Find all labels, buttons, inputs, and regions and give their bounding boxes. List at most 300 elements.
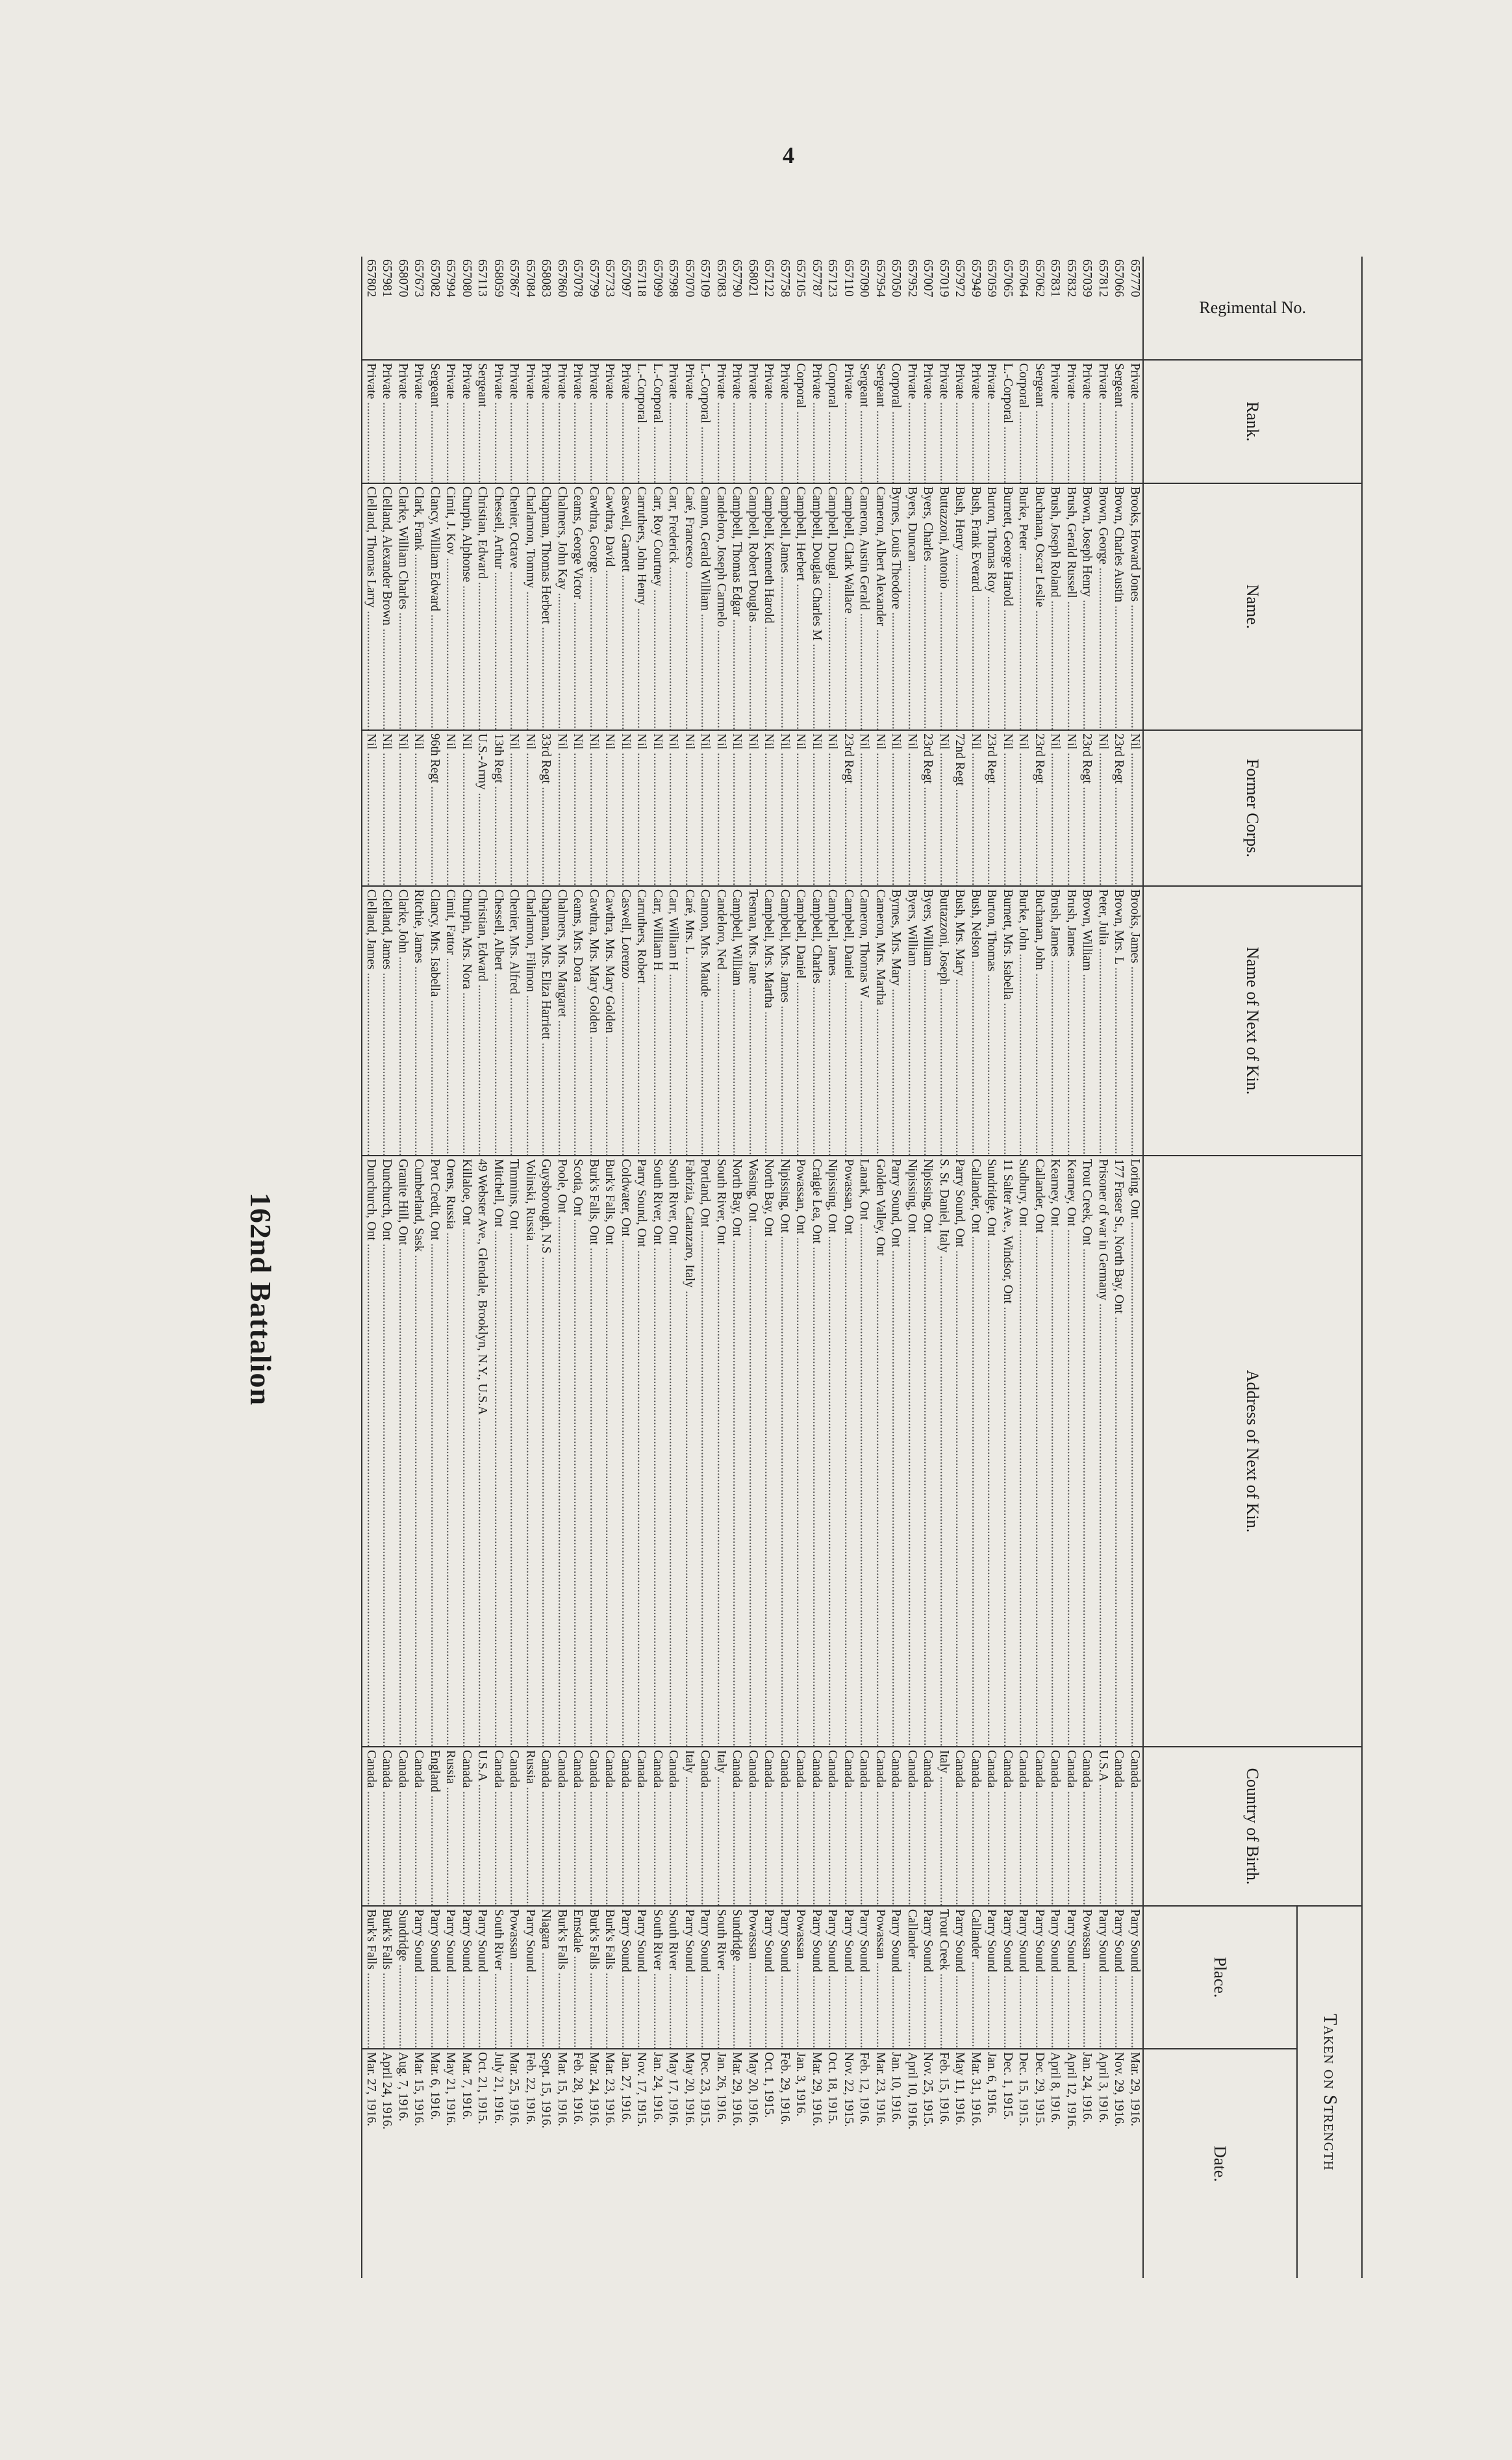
date-cell: Mar. 23, 1916. (874, 2052, 887, 2127)
date-cell: Mar. 7, 1916. (460, 2052, 473, 2120)
regimental-no-cell: 657799 (586, 257, 602, 361)
former-corps-cell: 96th Regt ..... (427, 731, 443, 887)
rank-cell: Private ..... (490, 361, 507, 484)
rank-cell: Private ..... (506, 361, 522, 484)
table-row (792, 257, 809, 2278)
date-cell: Mar. 23, 1916. (603, 2052, 617, 2127)
country-cell: Canada ..... (538, 1747, 554, 1907)
date-cell: Nov. 25, 1915. (921, 2052, 935, 2127)
name-cell: Buchanan, Oscar Leslie ..... (1031, 484, 1048, 731)
former-corps-cell: 72nd Regt ..... (951, 731, 968, 887)
address-cell: South River, Ont ..... (665, 1156, 681, 1747)
table-row (363, 257, 379, 2278)
former-corps-cell: Nil ..... (379, 731, 395, 887)
name-cell: Cawthra, David ..... (601, 484, 618, 731)
former-corps-cell: Nil ..... (888, 731, 904, 887)
table-row (809, 257, 825, 2278)
date-cell: Nov. 17, 1915. (635, 2052, 649, 2127)
rank-cell: Private ..... (1047, 361, 1063, 484)
rank-cell: Private ..... (920, 361, 936, 484)
rank-cell: Private ..... (745, 361, 761, 484)
next-of-kin-cell: Buchanan, John ..... (1031, 887, 1048, 1156)
rank-cell: Private ..... (983, 361, 1000, 484)
address-cell: Scotia, Ont ..... (570, 1156, 586, 1747)
name-cell: Campbell, Kenneth Harold ..... (761, 484, 777, 731)
table-row (474, 257, 490, 2278)
rank-cell: Private ..... (618, 361, 634, 484)
country-cell: Canada ..... (1079, 1747, 1095, 1907)
next-of-kin-cell: Buttazzoni, Joseph ..... (936, 887, 952, 1156)
next-of-kin-cell: Tesman, Mrs. Jane ..... (745, 887, 761, 1156)
country-cell: Canada ..... (792, 1747, 809, 1907)
name-cell: Candeloro, Joseph Carmelo ..... (713, 484, 729, 731)
address-cell: Parry Sound, Ont ..... (633, 1156, 649, 1747)
next-of-kin-cell: Burton, Thomas ..... (983, 887, 1000, 1156)
former-corps-cell: Nil ..... (681, 731, 698, 887)
regimental-no-cell: 657050 (888, 257, 904, 361)
regimental-no-cell: 657787 (809, 257, 825, 361)
country-cell: Canada ..... (363, 1747, 379, 1907)
date-cell: Jan. 26, 1916. (714, 2052, 728, 2123)
country-cell: Canada ..... (809, 1747, 825, 1907)
next-of-kin-cell: Campbell, Charles ..... (809, 887, 825, 1156)
table-row (1095, 257, 1111, 2278)
header-taken-on-strength: Taken on Strength (1296, 1907, 1361, 2278)
next-of-kin-cell: Byers, William ..... (920, 887, 936, 1156)
place-cell: Parry Sound ..... (1063, 1907, 1079, 2049)
former-corps-cell: Nil ..... (792, 731, 809, 887)
former-corps-cell: 13th Regt ..... (490, 731, 507, 887)
place-cell: Parry Sound ..... (824, 1907, 840, 2049)
name-cell: Chessell, Arthur ..... (490, 484, 507, 731)
country-cell: Canada ..... (379, 1747, 395, 1907)
former-corps-cell: Nil ..... (1000, 731, 1016, 887)
place-cell: Parry Sound ..... (427, 1907, 443, 2049)
country-cell: Italy ..... (936, 1747, 952, 1907)
address-cell: Craigie Lea, Ont ..... (809, 1156, 825, 1747)
date-cell: July 21, 1916. (492, 2052, 505, 2124)
rank-cell: Private ..... (363, 361, 379, 484)
country-cell: Canada ..... (983, 1747, 1000, 1907)
rank-cell: Private ..... (554, 361, 570, 484)
table-row (427, 257, 443, 2278)
next-of-kin-cell: Burke, John ..... (1015, 887, 1031, 1156)
table-row (490, 257, 507, 2278)
header-address: Address of Next of Kin. (1144, 1156, 1361, 1747)
date-cell: Feb. 28, 1916. (571, 2052, 585, 2125)
address-cell: Sudbury, Ont ..... (1015, 1156, 1031, 1747)
address-cell: Lanark, Ont ..... (856, 1156, 872, 1747)
name-cell: Chapman, Thomas Herbert ..... (538, 484, 554, 731)
country-cell: Canada ..... (1015, 1747, 1031, 1907)
date-cell: April 10, 1916. (905, 2052, 919, 2130)
date-cell: Mar. 31, 1916. (969, 2052, 983, 2127)
place-cell: Parry Sound ..... (1000, 1907, 1016, 2049)
address-cell: Dunchurch, Ont ..... (379, 1156, 395, 1747)
place-cell: Parry Sound ..... (681, 1907, 698, 2049)
name-cell: Chalmers, John Kay ..... (554, 484, 570, 731)
table-row (538, 257, 554, 2278)
next-of-kin-cell: Campbell, Mrs. James ..... (777, 887, 793, 1156)
place-cell: Parry Sound ..... (761, 1907, 777, 2049)
place-cell: Parry Sound ..... (1127, 1907, 1143, 2049)
next-of-kin-cell: Ritchie, James ..... (410, 887, 427, 1156)
regimental-no-cell: 657123 (824, 257, 840, 361)
rank-cell: Private ..... (809, 361, 825, 484)
date-cell: Dec. 29, 1915. (1033, 2052, 1046, 2127)
country-cell: Canada ..... (601, 1747, 618, 1907)
name-cell: Campbell, Douglas Charles M ..... (809, 484, 825, 731)
country-cell: Canada ..... (1031, 1747, 1048, 1907)
rank-cell: Private ..... (1079, 361, 1095, 484)
rank-cell: Private ..... (777, 361, 793, 484)
next-of-kin-cell: Carruthers, Robert ..... (633, 887, 649, 1156)
next-of-kin-cell: Charlamon, Filimon ..... (522, 887, 538, 1156)
place-cell: Powassan ..... (872, 1907, 888, 2049)
name-cell: Clancy, William Edward ..... (427, 484, 443, 731)
regimental-no-cell: 658059 (490, 257, 507, 361)
address-cell: Kearney, Ont ..... (1047, 1156, 1063, 1747)
table-row (1047, 257, 1063, 2278)
former-corps-cell: 23rd Regt ..... (1031, 731, 1048, 887)
name-cell: Caré, Francesco ..... (681, 484, 698, 731)
regimental-no-cell: 657039 (1079, 257, 1095, 361)
regimental-no-cell: 657007 (920, 257, 936, 361)
table-row (1015, 257, 1031, 2278)
name-cell: Burnett, George Harold ..... (1000, 484, 1016, 731)
header-regimental-no: Regimental No. (1144, 257, 1361, 361)
header-country: Country of Birth. (1144, 1747, 1361, 1907)
place-cell: Burk's Falls ..... (586, 1907, 602, 2049)
country-cell: Canada ..... (729, 1747, 745, 1907)
next-of-kin-cell: Campbell, Daniel ..... (792, 887, 809, 1156)
next-of-kin-cell: Cimit, Fattor ..... (442, 887, 459, 1156)
name-cell: Campbell, Clark Wallace ..... (840, 484, 857, 731)
address-cell: Parry Sound, Ont ..... (888, 1156, 904, 1747)
country-cell: Canada ..... (888, 1747, 904, 1907)
next-of-kin-cell: Campbell, Daniel ..... (840, 887, 857, 1156)
next-of-kin-cell: Brooks, James ..... (1127, 887, 1143, 1156)
name-cell: Campbell, Thomas Edgar ..... (729, 484, 745, 731)
address-cell: Wasing, Ont ..... (745, 1156, 761, 1747)
regimental-no-cell: 657110 (840, 257, 857, 361)
address-cell: Poole, Ont ..... (554, 1156, 570, 1747)
former-corps-cell: Nil ..... (1127, 731, 1143, 887)
place-cell: Parry Sound ..... (1047, 1907, 1063, 2049)
table-row (633, 257, 649, 2278)
table-header (1142, 257, 1363, 2278)
name-cell: Carr, Roy Courtney ..... (649, 484, 666, 731)
next-of-kin-cell: Cameron, Mrs. Martha ..... (872, 887, 888, 1156)
address-cell: Mitchell, Ont ..... (490, 1156, 507, 1747)
regimental-no-cell: 657122 (761, 257, 777, 361)
place-cell: Parry Sound ..... (1031, 1907, 1048, 2049)
table-row (904, 257, 920, 2278)
regimental-no-cell: 657066 (1111, 257, 1127, 361)
next-of-kin-cell: Campbell, James ..... (824, 887, 840, 1156)
address-cell: Fabrizia, Catanzaro, Italy ..... (681, 1156, 698, 1747)
date-cell: Sept. 15, 1916. (539, 2052, 553, 2129)
regimental-no-cell: 657802 (363, 257, 379, 361)
date-cell: May 17, 1916. (666, 2052, 681, 2126)
name-cell: Buttazzoni, Antonio ..... (936, 484, 952, 731)
rank-cell: Sergeant ..... (1031, 361, 1048, 484)
name-cell: Clarke, William Charles ..... (395, 484, 411, 731)
former-corps-cell: Nil ..... (506, 731, 522, 887)
country-cell: Canada ..... (1000, 1747, 1016, 1907)
next-of-kin-cell: Clancy, Mrs. Isabella ..... (427, 887, 443, 1156)
next-of-kin-cell: Christian, Edward ..... (474, 887, 490, 1156)
country-cell: Canada ..... (968, 1747, 984, 1907)
table-row (697, 257, 713, 2278)
regimental-no-cell: 658083 (538, 257, 554, 361)
place-cell: Trout Creek ..... (936, 1907, 952, 2049)
date-cell: May 11, 1916. (953, 2052, 967, 2126)
address-cell: Burk's Falls, Ont ..... (586, 1156, 602, 1747)
regimental-no-cell: 657082 (427, 257, 443, 361)
name-cell: Bush, Henry ..... (951, 484, 968, 731)
country-cell: Canada ..... (459, 1747, 475, 1907)
table-row (1000, 257, 1016, 2278)
next-of-kin-cell: Candeloro, Ned ..... (713, 887, 729, 1156)
regimental-no-cell: 657099 (649, 257, 666, 361)
regimental-no-cell: 657770 (1127, 257, 1143, 361)
regimental-no-cell: 657105 (792, 257, 809, 361)
date-cell: Jan. 27, 1916. (619, 2052, 633, 2123)
name-cell: Campbell, Dougal ..... (824, 484, 840, 731)
place-cell: Parry Sound ..... (777, 1907, 793, 2049)
regimental-no-cell: 657019 (936, 257, 952, 361)
next-of-kin-cell: Clarke, John ..... (395, 887, 411, 1156)
former-corps-cell: Nil ..... (665, 731, 681, 887)
date-cell: Dec. 1, 1915. (1001, 2052, 1014, 2120)
place-cell: Parry Sound ..... (633, 1907, 649, 2049)
place-cell: Powassan ..... (745, 1907, 761, 2049)
regimental-no-cell: 657758 (777, 257, 793, 361)
table-row (665, 257, 681, 2278)
table-row (840, 257, 857, 2278)
country-cell: Canada ..... (490, 1747, 507, 1907)
address-cell: Parry Sound, Ont ..... (951, 1156, 968, 1747)
date-cell: May 20, 1916. (683, 2052, 696, 2126)
name-cell: Cameron, Austin Gerald ..... (856, 484, 872, 731)
rank-cell: Private ..... (522, 361, 538, 484)
regimental-no-cell: 657097 (618, 257, 634, 361)
table-row (872, 257, 888, 2278)
table-row (379, 257, 395, 2278)
former-corps-cell: 23rd Regt ..... (840, 731, 857, 887)
former-corps-cell: 23rd Regt ..... (983, 731, 1000, 887)
place-cell: Parry Sound ..... (442, 1907, 459, 2049)
former-corps-cell: Nil ..... (761, 731, 777, 887)
place-cell: Burk's Falls ..... (601, 1907, 618, 2049)
place-cell: Parry Sound ..... (840, 1907, 857, 2049)
table-row (506, 257, 522, 2278)
name-cell: Campbell, Herbert ..... (792, 484, 809, 731)
country-cell: Canada ..... (1127, 1747, 1143, 1907)
rank-cell: Private ..... (459, 361, 475, 484)
table-row (1063, 257, 1079, 2278)
table-body (362, 257, 1143, 2278)
former-corps-cell: Nil ..... (459, 731, 475, 887)
country-cell: Canada ..... (395, 1747, 411, 1907)
next-of-kin-cell: Brown, William ..... (1079, 887, 1095, 1156)
date-cell: Mar. 6, 1916. (428, 2052, 442, 2120)
next-of-kin-cell: Cannon, Mrs. Maude ..... (697, 887, 713, 1156)
date-cell: Mar. 29, 1916. (1128, 2052, 1142, 2127)
next-of-kin-cell: Campbell, Mrs. Martha ..... (761, 887, 777, 1156)
address-cell: S. St. Daniel, Italy ..... (936, 1156, 952, 1747)
place-cell: Parry Sound ..... (856, 1907, 872, 2049)
regimental-no-cell: 657064 (1015, 257, 1031, 361)
table-row (745, 257, 761, 2278)
former-corps-cell: 23rd Regt ..... (1079, 731, 1095, 887)
address-cell: Timmins, Ont ..... (506, 1156, 522, 1747)
regimental-no-cell: 657994 (442, 257, 459, 361)
header-next-of-kin: Name of Next of Kin. (1144, 887, 1361, 1156)
regimental-no-cell: 657812 (1095, 257, 1111, 361)
former-corps-cell: Nil ..... (649, 731, 666, 887)
rank-cell: Private ..... (681, 361, 698, 484)
date-cell: Nov. 22, 1915. (842, 2052, 855, 2127)
table-row (570, 257, 586, 2278)
table-row (601, 257, 618, 2278)
name-cell: Brooks, Howard Jones ..... (1127, 484, 1143, 731)
place-cell: Burk's Falls ..... (363, 1907, 379, 2049)
address-cell: Sundridge, Ont ..... (983, 1156, 1000, 1747)
former-corps-cell: Nil ..... (697, 731, 713, 887)
former-corps-cell: Nil ..... (1063, 731, 1079, 887)
next-of-kin-cell: Carr, William H ..... (649, 887, 666, 1156)
country-cell: Canada ..... (697, 1747, 713, 1907)
date-cell: Aug. 7, 1916. (396, 2052, 410, 2122)
rank-cell: Private ..... (729, 361, 745, 484)
date-cell: May 21, 1916. (444, 2052, 458, 2126)
place-cell: Parry Sound ..... (474, 1907, 490, 2049)
regimental-no-cell: 657867 (506, 257, 522, 361)
place-cell: Burk's Falls ..... (379, 1907, 395, 2049)
place-cell: Callander ..... (968, 1907, 984, 2049)
address-cell: Coldwater, Ont ..... (618, 1156, 634, 1747)
rank-cell: L.-Corporal ..... (649, 361, 666, 484)
place-cell: South River ..... (713, 1907, 729, 2049)
next-of-kin-cell: Chessell, Albert ..... (490, 887, 507, 1156)
name-cell: Burke, Peter ..... (1015, 484, 1031, 731)
former-corps-cell: 33rd Regt ..... (538, 731, 554, 887)
date-cell: Mar. 29, 1916. (730, 2052, 744, 2127)
former-corps-cell: Nil ..... (442, 731, 459, 887)
country-cell: Canada ..... (745, 1747, 761, 1907)
regimental-no-cell: 658070 (395, 257, 411, 361)
regimental-no-cell: 657998 (665, 257, 681, 361)
country-cell: Canada ..... (920, 1747, 936, 1907)
name-cell: Chenier, Octave ..... (506, 484, 522, 731)
country-cell: Canada ..... (554, 1747, 570, 1907)
rank-cell: L.-Corporal ..... (633, 361, 649, 484)
place-cell: Parry Sound ..... (459, 1907, 475, 2049)
country-cell: Canada ..... (904, 1747, 920, 1907)
former-corps-cell: Nil ..... (1047, 731, 1063, 887)
country-cell: Canada ..... (618, 1747, 634, 1907)
country-cell: Canada ..... (872, 1747, 888, 1907)
table-row (888, 257, 904, 2278)
former-corps-cell: Nil ..... (1095, 731, 1111, 887)
former-corps-cell: 23rd Regt ..... (920, 731, 936, 887)
table-row (1079, 257, 1095, 2278)
country-cell: Italy ..... (681, 1747, 698, 1907)
date-cell: Feb. 29, 1916. (778, 2052, 792, 2125)
rank-cell: Sergeant ..... (856, 361, 872, 484)
place-cell: Parry Sound ..... (618, 1907, 634, 2049)
table-row (395, 257, 411, 2278)
date-cell: Oct. 1, 1915. (762, 2052, 776, 2118)
date-cell: Feb. 22, 1916. (523, 2052, 537, 2125)
date-cell: Mar. 29, 1916. (810, 2052, 824, 2127)
name-cell: Clark, Frank ..... (410, 484, 427, 731)
place-cell: South River ..... (665, 1907, 681, 2049)
name-cell: Byers, Charles ..... (920, 484, 936, 731)
header-name: Name. (1144, 484, 1361, 731)
rank-cell: Private ..... (951, 361, 968, 484)
place-cell: Parry Sound ..... (410, 1907, 427, 2049)
country-cell: Canada ..... (665, 1747, 681, 1907)
country-cell: Canada ..... (586, 1747, 602, 1907)
rank-cell: Private ..... (904, 361, 920, 484)
rank-cell: Private ..... (761, 361, 777, 484)
date-cell: Jan. 3, 1916. (794, 2052, 808, 2117)
table-row (761, 257, 777, 2278)
next-of-kin-cell: Chalmers, Mrs. Margaret ..... (554, 887, 570, 1156)
rank-cell: Private ..... (1095, 361, 1111, 484)
name-cell: Brown, Joseph Henry ..... (1079, 484, 1095, 731)
next-of-kin-cell: Cawthra, Mrs. Mary Golden ..... (601, 887, 618, 1156)
page-number: 4 (783, 142, 794, 168)
rank-cell: Private ..... (968, 361, 984, 484)
next-of-kin-cell: Churpin, Mrs. Nora ..... (459, 887, 475, 1156)
name-cell: Christian, Edward ..... (474, 484, 490, 731)
rank-cell: L.-Corporal ..... (697, 361, 713, 484)
regimental-no-cell: 657078 (570, 257, 586, 361)
next-of-kin-cell: Burnett, Mrs. Isabella ..... (1000, 887, 1016, 1156)
address-cell: Granite Hill, Ont ..... (395, 1156, 411, 1747)
place-cell: South River ..... (649, 1907, 666, 2049)
former-corps-cell: Nil ..... (1015, 731, 1031, 887)
country-cell: Canada ..... (1111, 1747, 1127, 1907)
rank-cell: Private ..... (936, 361, 952, 484)
rank-cell: Private ..... (713, 361, 729, 484)
place-cell: Parry Sound ..... (920, 1907, 936, 2049)
rank-cell: Private ..... (1127, 361, 1143, 484)
rank-cell: Sergeant ..... (427, 361, 443, 484)
place-cell: Powassan ..... (792, 1907, 809, 2049)
former-corps-cell: Nil ..... (570, 731, 586, 887)
regimental-no-cell: 657831 (1047, 257, 1063, 361)
date-cell: Mar. 25, 1916. (507, 2052, 522, 2127)
name-cell: Clelland, Alexander Brown ..... (379, 484, 395, 731)
address-cell: Volinski, Russia ..... (522, 1156, 538, 1747)
date-cell: Jan. 24, 1916. (651, 2052, 664, 2123)
address-cell: Nipissing, Ont ..... (904, 1156, 920, 1747)
table-row (983, 257, 1000, 2278)
former-corps-cell: Nil ..... (363, 731, 379, 887)
former-corps-cell: Nil ..... (809, 731, 825, 887)
former-corps-cell: Nil ..... (968, 731, 984, 887)
country-cell: Russia ..... (522, 1747, 538, 1907)
header-date: Date. (1211, 2146, 1230, 2182)
next-of-kin-cell: Brush, James ..... (1047, 887, 1063, 1156)
country-cell: Italy ..... (713, 1747, 729, 1907)
place-cell: Parry Sound ..... (809, 1907, 825, 2049)
